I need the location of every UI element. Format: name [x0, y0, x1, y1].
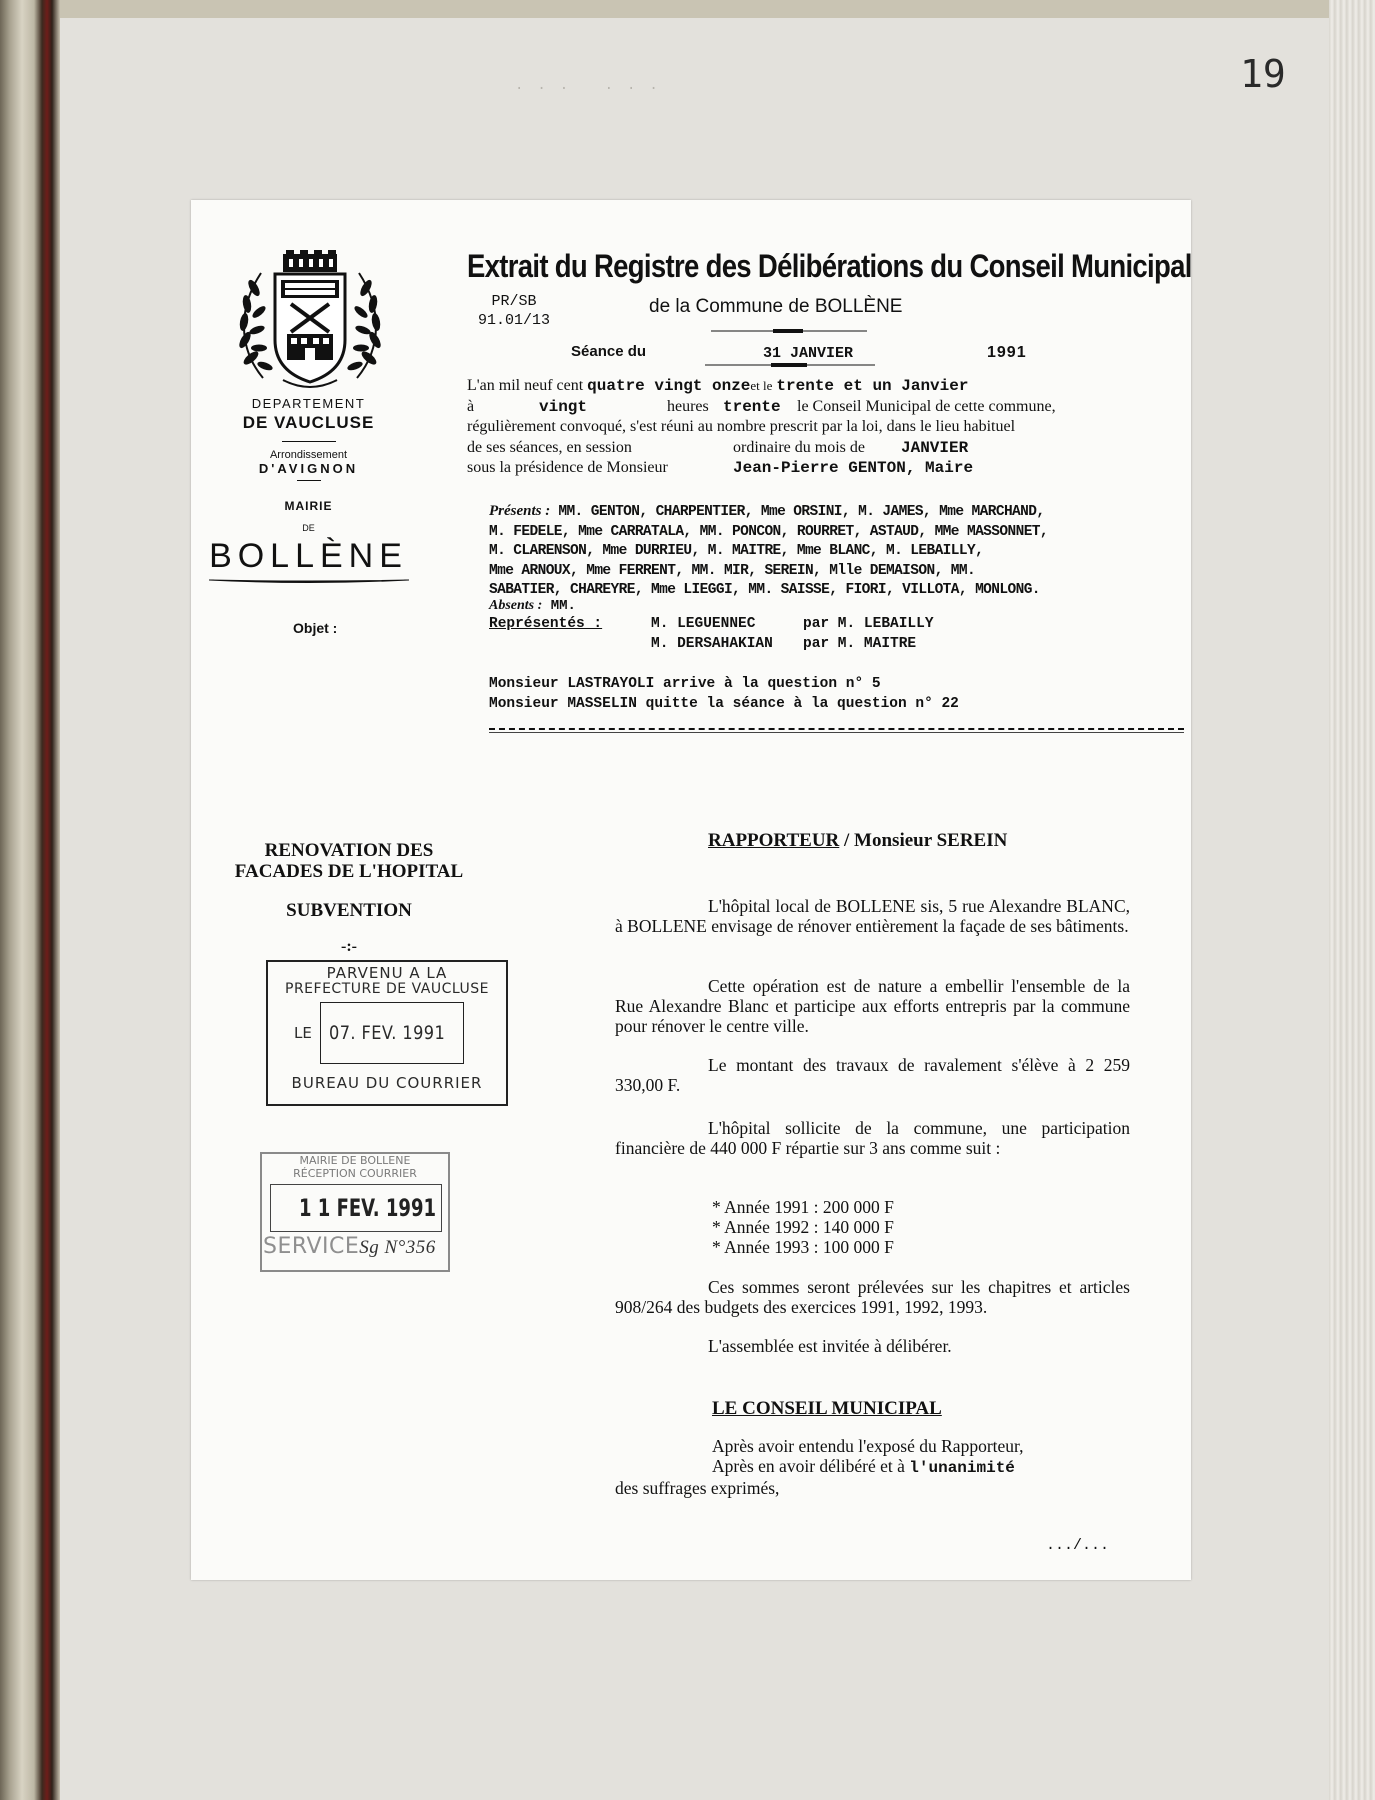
department-block — [191, 396, 426, 586]
intro-line — [467, 397, 1147, 418]
decision-line: des suffrages exprimés, — [615, 1478, 780, 1498]
stamp-line: PARVENU A LA — [326, 964, 448, 982]
represented-name: M. LEGUENNEC — [651, 616, 756, 632]
album-binding — [0, 0, 60, 1800]
intro-text: le Conseil Municipal de cette commune, — [797, 397, 1056, 415]
commune-line: de la Commune de BOLLÈNE — [649, 296, 903, 317]
presents-names: MM. GENTON, CHARPENTIER, Mme ORSINI, M. JAMES, Mme MARCHAND, — [558, 504, 1045, 520]
absents-value: MM. — [550, 598, 576, 614]
town-name: BOLLÈNE — [209, 537, 408, 575]
typed-minutes: trente — [723, 397, 781, 416]
absents-line — [489, 598, 576, 614]
report-paragraph — [615, 976, 1130, 1036]
report-paragraph — [615, 1277, 1130, 1317]
paragraph-text: Ces sommes seront prélevées sur les chapitres et articles 908/264 des budgets des exercices 1991, 1992, 1993. — [615, 1277, 1130, 1317]
intro-line — [467, 376, 1147, 397]
list-item: * Année 1993 : 100 000 F — [712, 1237, 894, 1257]
paragraph-text: Le montant des travaux de ravalement s'élève à 2 259 330,00 F. — [615, 1055, 1130, 1095]
folio-number: 19 — [1240, 52, 1286, 96]
subject-title: RENOVATION DES FACADES DE L'HOPITAL — [234, 840, 464, 882]
note-line: Monsieur LASTRAYOLI arrive à la question n° 5 — [489, 676, 881, 692]
decision-intro — [615, 1436, 1130, 1498]
mairie-de-label: DE — [302, 523, 315, 533]
typed-month: JANVIER — [901, 438, 969, 457]
ornament-rule-icon — [705, 362, 875, 368]
stamp-date: 07. FEV. 1991 — [329, 1022, 446, 1044]
report-paragraph: L'assemblée est invitée à délibérer. — [708, 1336, 952, 1356]
intro-text: de ses séances, en session — [467, 438, 632, 456]
intro-text: L'an mil neuf cent — [467, 377, 584, 394]
represented-label: Représentés : — [489, 616, 603, 632]
stamp-date-box — [320, 1002, 464, 1064]
document-title: Extrait du Registre des Délibérations du Conseil Municipal — [467, 248, 1192, 284]
divider — [282, 441, 336, 442]
arrival-notes — [489, 674, 959, 714]
stamp-service: SERVICE — [263, 1234, 360, 1259]
rapporteur-name: / Monsieur SEREIN — [839, 830, 1008, 851]
paragraph-text: Cette opération est de nature a embellir l'ensemble de la Rue Alexandre Blanc et participe aux efforts entrepris par la commune pour rénover le centre ville. — [615, 976, 1130, 1036]
departement-name: DE VAUCLUSE — [242, 413, 375, 432]
stamp-date-box — [270, 1184, 442, 1232]
intro-line — [467, 458, 1147, 479]
intro-line: régulièrement convoqué, s'est réuni au nombre prescrit par la loi, dans le lieu habituel — [467, 418, 1016, 435]
objet-label: Objet : — [293, 620, 338, 636]
faint-marks: ... ... — [515, 78, 672, 94]
rapporteur-heading — [708, 830, 1007, 852]
departement-label: DEPARTEMENT — [251, 396, 366, 411]
presents-label: Présents : — [489, 503, 551, 519]
session-intro — [467, 376, 1147, 479]
typed-hour: vingt — [539, 397, 588, 416]
bollene-crest-icon — [233, 248, 387, 398]
intro-text: à — [467, 397, 475, 415]
mairie-reception-stamp — [260, 1152, 448, 1270]
typed-day: trente et un Janvier — [776, 377, 969, 395]
decision-line: Après avoir entendu l'exposé du Rapporteur, — [712, 1436, 1024, 1456]
continuation-mark: .../... — [1046, 1537, 1110, 1554]
presents-line: Mme ARNOUX, Mme FERRENT, MM. MIR, SEREIN, Mlle DEMAISON, MM. — [489, 562, 976, 579]
divider — [297, 480, 321, 481]
represented-by: par M. MAITRE — [803, 636, 917, 652]
intro-text: ordinaire du mois de — [733, 438, 865, 456]
stamp-line: BUREAU DU COURRIER — [291, 1074, 483, 1092]
swoosh-ornament-icon — [209, 576, 409, 586]
presents-line: M. CLARENSON, Mme DURRIEU, M. MAITRE, Mme BLANC, M. LEBAILLY, — [489, 543, 984, 559]
stamp-date: 1 1 FEV. 1991 — [299, 1194, 436, 1222]
presents-line: M. FEDELE, Mme CARRATALA, MM. PONCON, ROURRET, ASTAUD, MMe MASSONNET, — [489, 523, 1048, 540]
note-line: Monsieur MASSELIN quitte la séance à la question n° 22 — [489, 696, 959, 712]
seance-label: Séance du — [571, 343, 647, 360]
stamp-line: PREFECTURE DE VAUCLUSE — [285, 981, 489, 997]
reference-code — [478, 292, 550, 330]
album-page-edges — [1329, 0, 1375, 1800]
prefecture-stamp — [266, 960, 508, 1106]
paragraph-text: L'hôpital sollicite de la commune, une participation financière de 440 000 F répartie sur 3 ans comme suit : — [615, 1118, 1130, 1158]
presents-line: SABATIER, CHAREYRE, Mme LIEGGI, MM. SAISSE, FIORI, VILLOTA, MONLONG. — [489, 582, 1040, 598]
typed-president: Jean-Pierre GENTON, Maire — [733, 459, 974, 477]
decision-line — [615, 1456, 1130, 1478]
intro-text: sous la présidence de Monsieur — [467, 459, 668, 476]
report-paragraph — [615, 1118, 1130, 1158]
conseil-heading: LE CONSEIL MUNICIPAL — [712, 1398, 942, 1419]
arrondissement-name: D'AVIGNON — [258, 461, 359, 476]
presents-line — [489, 502, 1189, 523]
represented-by: par M. LEBAILLY — [803, 616, 934, 632]
report-paragraph — [615, 1055, 1130, 1095]
rule — [489, 732, 1184, 733]
mairie-label: MAIRIE — [284, 499, 333, 513]
absents-label: Absents : — [489, 598, 543, 613]
presents-list — [489, 502, 1189, 601]
list-item: * Année 1991 : 200 000 F — [712, 1197, 894, 1217]
intro-text: heures — [667, 397, 709, 415]
decision-text: Après en avoir délibéré et à — [712, 1456, 910, 1476]
seance-date: 31 JANVIER — [763, 345, 854, 362]
intro-line — [467, 438, 1147, 459]
ornament-rule-icon — [711, 328, 867, 334]
stamp-line: MAIRIE DE BOLLENE — [299, 1154, 411, 1167]
seance-year: 1991 — [987, 344, 1027, 361]
report-paragraph — [615, 896, 1130, 936]
rapporteur-label: RAPPORTEUR — [708, 830, 840, 851]
dashed-rule — [489, 728, 1184, 730]
stamp-service-line — [263, 1234, 436, 1259]
paragraph-text: L'hôpital local de BOLLENE sis, 5 rue Alexandre BLANC, à BOLLENE envisage de rénover entièrement la façade de ses bâtiments. — [615, 896, 1130, 936]
arrondissement-label: Arrondissement — [269, 449, 348, 461]
stamp-line: RÉCEPTION COURRIER — [293, 1167, 417, 1180]
intro-text: et le — [750, 378, 773, 393]
typed-year: quatre vingt onze — [587, 377, 751, 395]
stamp-le-label: LE — [294, 1024, 312, 1042]
typed-unanimity: l'unanimité — [909, 1459, 1015, 1477]
payment-schedule — [712, 1197, 894, 1257]
reference-line-2: 91.01/13 — [478, 312, 551, 329]
represented-name: M. DERSAHAKIAN — [651, 636, 773, 652]
handwritten-reference: Sg N°356 — [359, 1237, 436, 1258]
subject-separator: -:- — [341, 938, 357, 955]
reference-line-1: PR/SB — [491, 293, 537, 310]
deliberation-sheet — [191, 200, 1191, 1580]
list-item: * Année 1992 : 140 000 F — [712, 1217, 894, 1237]
subject-subtitle: SUBVENTION — [286, 900, 412, 921]
